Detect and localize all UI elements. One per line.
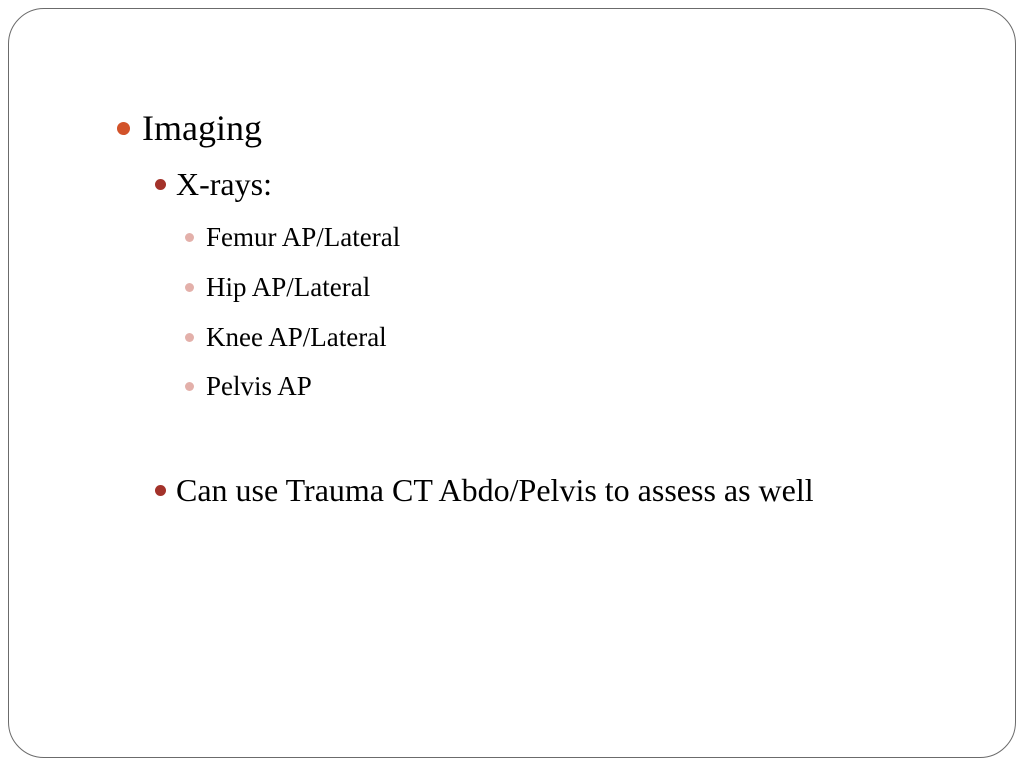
heading-imaging: Imaging xyxy=(142,108,262,148)
list-item-label: Hip AP/Lateral xyxy=(206,272,371,302)
bullet-xrays xyxy=(155,166,272,203)
bullet-trauma-ct xyxy=(155,472,814,509)
list-item-label: Pelvis AP xyxy=(206,371,312,401)
bullet-dot-icon xyxy=(117,122,130,135)
trauma-ct-note: Can use Trauma CT Abdo/Pelvis to assess as well xyxy=(176,472,814,508)
list-item-knee xyxy=(185,322,387,353)
bullet-imaging xyxy=(117,107,262,149)
bullet-dot-icon xyxy=(185,333,194,342)
xrays-label: X-rays: xyxy=(176,166,272,202)
list-item-femur xyxy=(185,222,400,253)
bullet-dot-icon xyxy=(155,485,166,496)
list-item-label: Femur AP/Lateral xyxy=(206,222,401,252)
list-item-label: Knee AP/Lateral xyxy=(206,322,387,352)
bullet-dot-icon xyxy=(185,283,194,292)
list-item-pelvis xyxy=(185,371,312,402)
bullet-dot-icon xyxy=(185,233,194,242)
slide-frame xyxy=(8,8,1016,758)
list-item-hip xyxy=(185,272,370,303)
bullet-dot-icon xyxy=(155,179,166,190)
bullet-dot-icon xyxy=(185,382,194,391)
